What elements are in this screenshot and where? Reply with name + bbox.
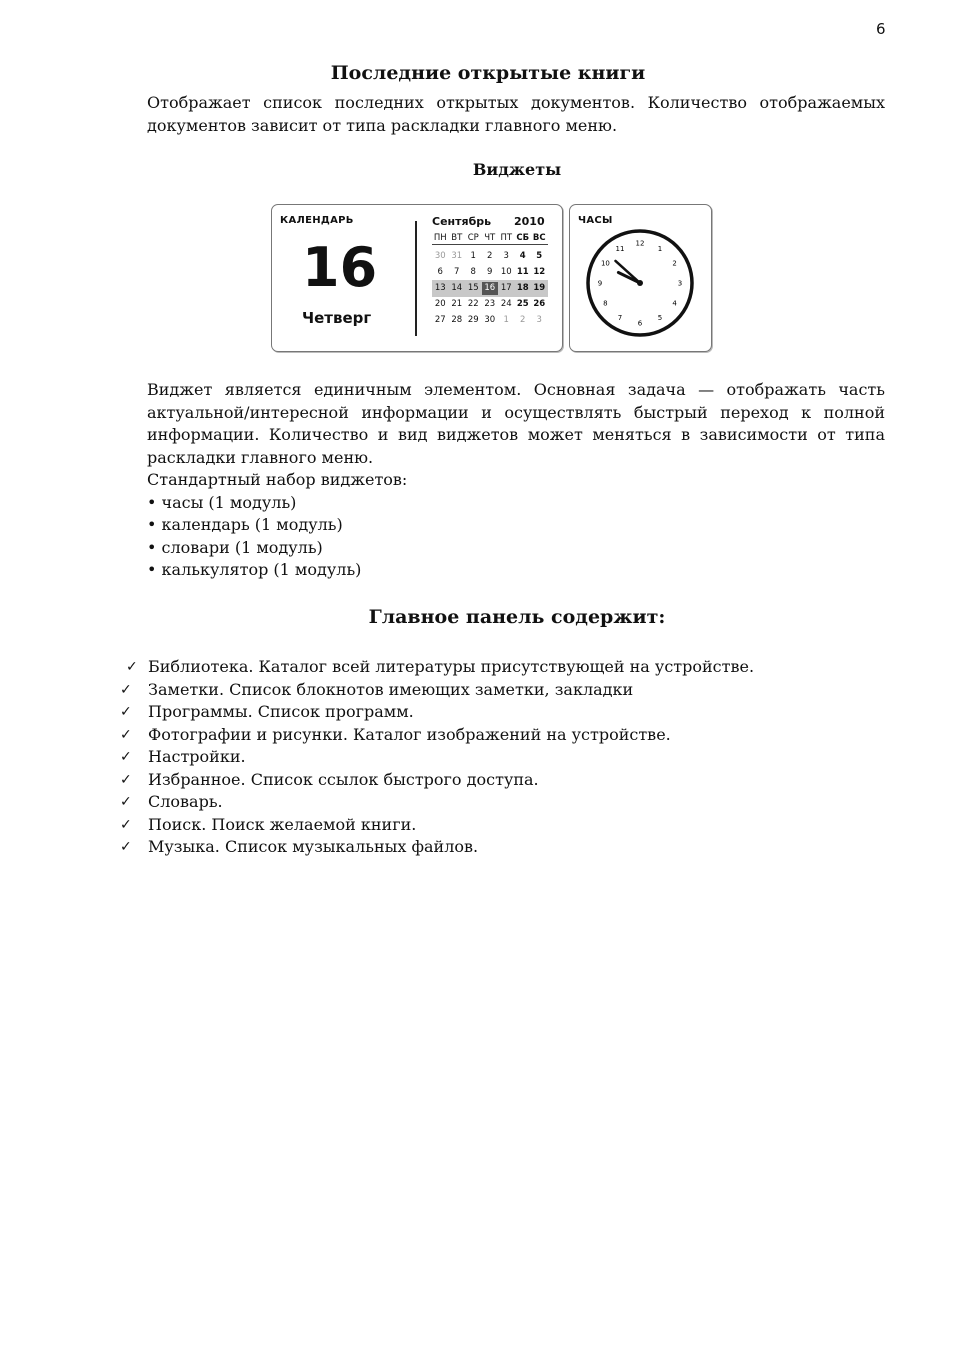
calendar-divider (415, 221, 417, 336)
clock-numeral: 2 (672, 259, 677, 268)
list-item: • калькулятор (1 модуль) (147, 560, 362, 579)
recent-books-paragraph (147, 92, 885, 137)
checklist-item (120, 836, 754, 859)
calendar-week-row (432, 297, 548, 313)
calendar-day: 3 (503, 250, 509, 261)
list-item: • часы (1 модуль) (147, 492, 297, 512)
clock-numeral: 10 (600, 259, 610, 268)
calendar-day: 6 (437, 266, 443, 277)
calendar-day: 7 (454, 266, 460, 277)
page-number: 6 (876, 20, 886, 38)
checklist-item (120, 791, 754, 814)
clock-numeral: 1 (657, 244, 663, 253)
paragraph-line: информации. Количество и вид виджетов может меняться в зависимости от типа (147, 425, 885, 444)
calendar-day: 30 (434, 250, 446, 261)
calendar-day: 5 (536, 250, 543, 261)
checklist-item (120, 656, 754, 679)
main-panel-heading: Главное панель содержит: (368, 606, 666, 628)
checklist-item-text: Музыка. Список музыкальных файлов. (148, 837, 479, 856)
check-icon: ✓ (120, 816, 132, 833)
paragraph-line: документов зависит от типа раскладки главного меню. (147, 115, 618, 135)
clock-numeral: 6 (637, 319, 643, 328)
calendar-day: 28 (451, 315, 463, 326)
clock-widget (569, 204, 712, 352)
list-item: • словари (1 модуль) (147, 537, 323, 557)
clock-widget-label: ЧАСЫ (578, 215, 613, 226)
calendar-day: 2 (487, 250, 493, 261)
calendar-day: 2 (520, 315, 526, 326)
paragraph-line: Отображает список последних открытых документов. Количество отображаемых (147, 93, 885, 112)
calendar-day: 26 (533, 299, 546, 310)
checklist-item (120, 769, 754, 792)
standard-widgets-intro: Стандартный набор виджетов: (147, 470, 408, 489)
calendar-day: 18 (516, 282, 529, 293)
calendar-current-week-row (432, 280, 548, 296)
paragraph-line: раскладки главного меню. (147, 447, 374, 467)
calendar-day: 17 (500, 282, 512, 293)
checklist-item-text: Поиск. Поиск желаемой книги. (148, 814, 417, 834)
clock-center-pin (637, 280, 643, 286)
calendar-day-number: 16 (302, 236, 378, 299)
widgets-heading: Виджеты (472, 160, 562, 179)
calendar-day: 30 (484, 315, 496, 326)
checklist-item-text: Настройки. (148, 747, 246, 766)
calendar-day: 11 (516, 266, 529, 277)
check-icon: ✓ (120, 839, 132, 855)
calendar-weekday-header: ВТ (451, 232, 463, 243)
checklist-item-text: Программы. Список программ. (148, 702, 414, 721)
paragraph-line: актуальной/интересной информации и осуществлять быстрый переход к полной (147, 402, 885, 422)
checklist-item (120, 724, 754, 747)
section-title-recent-books: Последние открытые книги (330, 62, 646, 84)
checklist-item (120, 814, 754, 837)
paragraph-line: Виджет является единичным элементом. Основная задача — отображать часть (147, 380, 885, 399)
calendar-day: 10 (500, 266, 512, 277)
calendar-widget (271, 204, 563, 352)
calendar-day: 27 (434, 315, 446, 326)
check-icon: ✓ (120, 704, 132, 720)
calendar-day: 15 (467, 282, 479, 293)
calendar-weekday-header: ВС (532, 232, 546, 243)
calendar-day: 25 (516, 299, 529, 310)
checklist-item (120, 701, 754, 724)
clock-numeral: 11 (615, 244, 625, 253)
calendar-day: 13 (434, 282, 446, 293)
clock-numeral: 9 (597, 279, 603, 288)
calendar-week-row (432, 264, 548, 280)
check-icon: ✓ (120, 681, 132, 698)
calendar-weekday-header: СР (467, 232, 479, 243)
main-panel-checklist (120, 656, 754, 859)
check-icon: ✓ (120, 771, 132, 788)
checklist-item (120, 746, 754, 769)
checklist-item-text: Фотографии и рисунки. Каталог изображений на устройстве. (148, 724, 671, 744)
calendar-day: 23 (484, 299, 496, 310)
calendar-weekday-header: СБ (516, 232, 530, 243)
calendar-day: 14 (451, 282, 463, 293)
clock-numeral: 5 (657, 314, 663, 323)
calendar-today: 16 (482, 282, 499, 295)
checklist-item-text: Избранное. Список ссылок быстрого доступа. (148, 769, 539, 789)
calendar-day: 1 (503, 315, 509, 326)
checklist-item-text: Библиотека. Каталог всей литературы присутствующей на устройстве. (148, 657, 755, 676)
calendar-week-row (432, 248, 548, 264)
calendar-weekday-header: ЧТ (484, 232, 496, 243)
calendar-weekday-header-row (432, 232, 548, 245)
calendar-day: 20 (434, 299, 446, 310)
calendar-day: 22 (467, 299, 479, 310)
calendar-grid (432, 232, 548, 329)
calendar-day: 21 (451, 299, 463, 310)
check-icon: ✓ (126, 659, 138, 675)
calendar-day: 24 (500, 299, 512, 310)
check-icon: ✓ (120, 749, 132, 765)
calendar-weekday-header: ПН (433, 232, 447, 243)
calendar-day: 8 (470, 266, 476, 277)
checklist-item-text: Заметки. Список блокнотов имеющих заметки, закладки (148, 679, 634, 699)
clock-face (584, 227, 696, 339)
clock-numeral: 12 (635, 239, 645, 248)
list-item: • календарь (1 модуль) (147, 515, 343, 534)
clock-numeral: 3 (677, 279, 683, 288)
calendar-weekday: Четверг (302, 309, 372, 327)
calendar-day: 12 (533, 266, 546, 277)
calendar-day: 1 (470, 250, 476, 261)
calendar-day: 29 (467, 315, 479, 326)
checklist-item (120, 679, 754, 702)
calendar-day: 19 (533, 282, 546, 293)
clock-numeral: 8 (603, 299, 608, 308)
calendar-day: 3 (536, 315, 542, 326)
clock-numeral: 4 (672, 299, 677, 308)
calendar-weekday-header: ПТ (500, 232, 513, 243)
calendar-day: 4 (519, 250, 526, 261)
check-icon: ✓ (120, 794, 132, 810)
checklist-item-text: Словарь. (148, 792, 223, 811)
widget-description-paragraph (147, 379, 885, 469)
calendar-month: Сентябрь (432, 215, 492, 228)
standard-widgets-list (147, 469, 887, 582)
calendar-day: 31 (451, 250, 463, 261)
calendar-day: 9 (487, 266, 493, 277)
calendar-year: 2010 (514, 215, 545, 228)
check-icon: ✓ (120, 726, 132, 743)
calendar-widget-label: КАЛЕНДАРЬ (280, 215, 354, 226)
clock-numeral: 7 (617, 314, 623, 323)
calendar-week-row (432, 313, 548, 329)
